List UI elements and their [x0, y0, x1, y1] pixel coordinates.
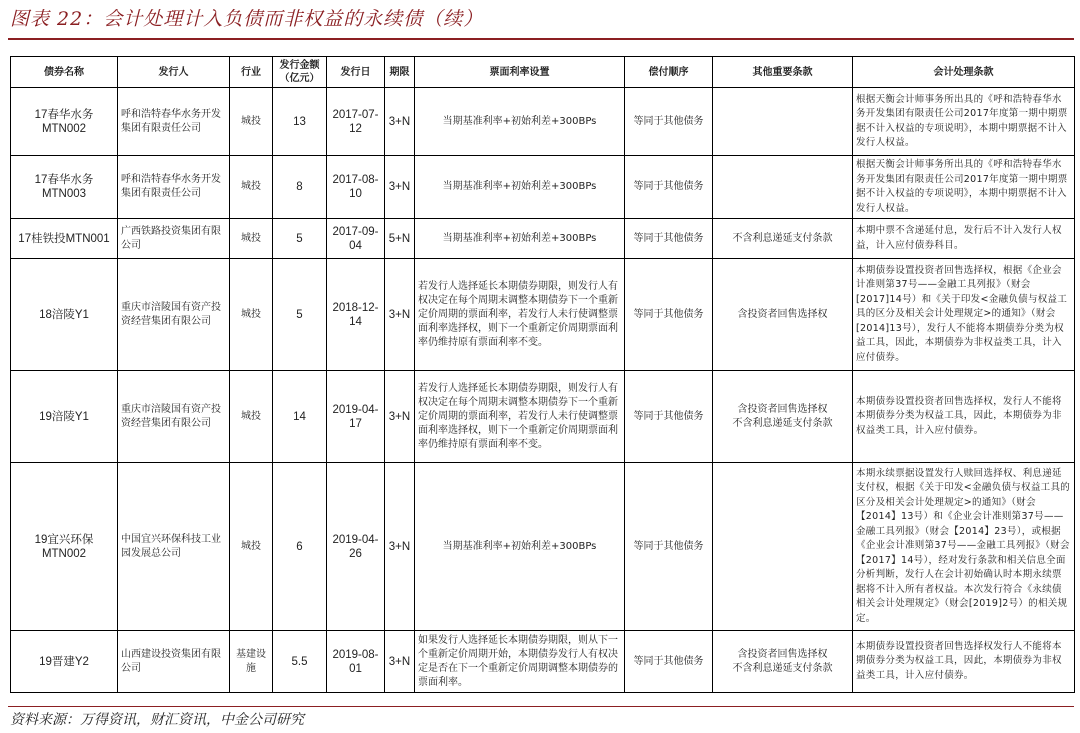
cell-issue-date: 2017-08-10 [327, 156, 385, 219]
page-title: 图表 22：会计处理计入负债而非权益的永续债（续） [10, 8, 484, 30]
header-other-terms: 其他重要条款 [713, 57, 853, 88]
header-priority: 偿付顺序 [625, 57, 713, 88]
cell-accounting: 本期永续票据设置发行人赎回选择权、利息递延支付权，根据《关于印发<金融负债与权益工具的区分及相关会计处理规定>的通知》（财会【2014】13号）和《企业会计准则第37号——金融工具列报》（财会【2014】23号），或根据《企业会计准则第37号——金融工具列报》（财会【2017】14号），经对发行条款和相关信息全面分析判断，发行人在会计初始确认时本期永续票据将不计入所有者权益。本次发行符合《永续债相关会计处理规定》（财会[2019]2号）的相关规定。 [853, 463, 1075, 631]
cell-term: 3+N [385, 463, 415, 631]
cell-priority: 等同于其他债务 [625, 371, 713, 463]
cell-coupon: 若发行人选择延长本期债券期限，则发行人有权决定在每个周期末调整本期债券下一个重新定价周期的票面利率，若发行人未行使调整票面利率选择权，则下一个重新定价周期票面利率仍维持原有票面利率不变。 [415, 371, 625, 463]
header-amount: 发行金额（亿元） [273, 57, 327, 88]
table-row [11, 259, 1075, 371]
cell-accounting: 本期中票不含递延付息，发行后不计入发行人权益，计入应付债券科目。 [853, 219, 1075, 259]
cell-industry: 城投 [230, 463, 273, 631]
header-industry: 行业 [230, 57, 273, 88]
cell-accounting: 本期债券设置投资者回售选择权，根据《企业会计准则第37号——金融工具列报》（财会[2017]14号）和《关于印发<金融负债与权益工具的区分及相关会计处理规定>的通知》（财会[2014]13号），发行人不能将本期债券分类为权益工具，因此，本期债券为非权益类工具，计入应付债券。 [853, 259, 1075, 371]
cell-bond-name: 17春华水务MTN002 [11, 88, 118, 156]
header-term: 期限 [385, 57, 415, 88]
header-issue-date: 发行日 [327, 57, 385, 88]
cell-priority: 等同于其他债务 [625, 463, 713, 631]
cell-priority: 等同于其他债务 [625, 219, 713, 259]
cell-coupon: 当期基准利率+初始利差+300BPs [415, 156, 625, 219]
table-row [11, 463, 1075, 631]
table-row [11, 219, 1075, 259]
cell-issuer: 重庆市涪陵国有资产投资经营集团有限公司 [118, 371, 230, 463]
cell-issue-date: 2018-12-14 [327, 259, 385, 371]
cell-issue-date: 2017-09-04 [327, 219, 385, 259]
cell-industry: 城投 [230, 259, 273, 371]
cell-issue-date: 2017-07-12 [327, 88, 385, 156]
cell-issuer: 呼和浩特春华水务开发集团有限责任公司 [118, 88, 230, 156]
cell-term: 3+N [385, 88, 415, 156]
header-accounting: 会计处理条款 [853, 57, 1075, 88]
header-issuer: 发行人 [118, 57, 230, 88]
cell-bond-name: 19宜兴环保MTN002 [11, 463, 118, 631]
bond-table [10, 56, 1075, 693]
source-divider [8, 706, 1074, 707]
table-header-row [11, 57, 1075, 88]
header-bond-name: 债券名称 [11, 57, 118, 88]
cell-coupon: 当期基准利率+初始利差+300BPs [415, 88, 625, 156]
cell-other-terms [713, 88, 853, 156]
cell-amount: 5 [273, 259, 327, 371]
cell-issuer: 重庆市涪陵国有资产投资经营集团有限公司 [118, 259, 230, 371]
table-row [11, 631, 1075, 693]
cell-coupon: 如果发行人选择延长本期债券期限，则从下一个重新定价周期开始，本期债券发行人有权决定是否在下一个重新定价周期调整本期债券的票面利率。 [415, 631, 625, 693]
cell-issue-date: 2019-04-17 [327, 371, 385, 463]
cell-issuer: 中国宜兴环保科技工业园发展总公司 [118, 463, 230, 631]
cell-amount: 13 [273, 88, 327, 156]
cell-bond-name: 18涪陵Y1 [11, 259, 118, 371]
cell-issuer: 呼和浩特春华水务开发集团有限责任公司 [118, 156, 230, 219]
cell-industry: 城投 [230, 88, 273, 156]
cell-industry: 基建设施 [230, 631, 273, 693]
table-row [11, 88, 1075, 156]
cell-coupon: 当期基准利率+初始利差+300BPs [415, 463, 625, 631]
cell-priority: 等同于其他债务 [625, 259, 713, 371]
cell-term: 3+N [385, 156, 415, 219]
cell-issuer: 山西建设投资集团有限公司 [118, 631, 230, 693]
cell-coupon: 若发行人选择延长本期债券期限，则发行人有权决定在每个周期末调整本期债券下一个重新定价周期的票面利率，若发行人未行使调整票面利率选择权，则下一个重新定价周期票面利率仍维持原有票面利率不变。 [415, 259, 625, 371]
cell-bond-name: 17春华水务MTN003 [11, 156, 118, 219]
cell-other-terms: 含投资者回售选择权 [713, 259, 853, 371]
cell-amount: 5.5 [273, 631, 327, 693]
cell-priority: 等同于其他债务 [625, 156, 713, 219]
table-row [11, 156, 1075, 219]
cell-issuer: 广西铁路投资集团有限公司 [118, 219, 230, 259]
cell-amount: 8 [273, 156, 327, 219]
cell-coupon: 当期基准利率+初始利差+300BPs [415, 219, 625, 259]
table-row [11, 371, 1075, 463]
source-note: 资料来源：万得资讯，财汇资讯，中金公司研究 [10, 712, 304, 728]
cell-accounting: 本期债券设置投资者回售选择权发行人不能将本期债券分类为权益工具，因此，本期债券为非权益类工具，计入应付债券。 [853, 631, 1075, 693]
cell-accounting: 根据天衡会计师事务所出具的《呼和浩特春华水务开发集团有限责任公司2017年度第一期中期票据不计入权益的专项说明》，本期中期票据不计入发行人权益。 [853, 88, 1075, 156]
cell-priority: 等同于其他债务 [625, 631, 713, 693]
cell-bond-name: 17桂铁投MTN001 [11, 219, 118, 259]
header-coupon: 票面利率设置 [415, 57, 625, 88]
cell-accounting: 根据天衡会计师事务所出具的《呼和浩特春华水务开发集团有限责任公司2017年度第一期中期票据不计入权益的专项说明》，本期中期票据不计入发行人权益。 [853, 156, 1075, 219]
cell-amount: 6 [273, 463, 327, 631]
cell-priority: 等同于其他债务 [625, 88, 713, 156]
cell-term: 3+N [385, 631, 415, 693]
title-divider [8, 38, 1074, 40]
cell-term: 3+N [385, 371, 415, 463]
cell-other-terms: 含投资者回售选择权 不含利息递延支付条款 [713, 371, 853, 463]
cell-industry: 城投 [230, 371, 273, 463]
cell-amount: 14 [273, 371, 327, 463]
cell-issue-date: 2019-08-01 [327, 631, 385, 693]
cell-accounting: 本期债券设置投资者回售选择权，发行人不能将本期债券分类为权益工具，因此，本期债券为非权益类工具，计入应付债券。 [853, 371, 1075, 463]
cell-bond-name: 19涪陵Y1 [11, 371, 118, 463]
cell-term: 5+N [385, 219, 415, 259]
cell-amount: 5 [273, 219, 327, 259]
cell-other-terms [713, 156, 853, 219]
cell-bond-name: 19晋建Y2 [11, 631, 118, 693]
cell-other-terms: 不含利息递延支付条款 [713, 219, 853, 259]
cell-industry: 城投 [230, 156, 273, 219]
cell-other-terms [713, 463, 853, 631]
cell-issue-date: 2019-04-26 [327, 463, 385, 631]
cell-industry: 城投 [230, 219, 273, 259]
cell-other-terms: 含投资者回售选择权 不含利息递延支付条款 [713, 631, 853, 693]
cell-term: 3+N [385, 259, 415, 371]
